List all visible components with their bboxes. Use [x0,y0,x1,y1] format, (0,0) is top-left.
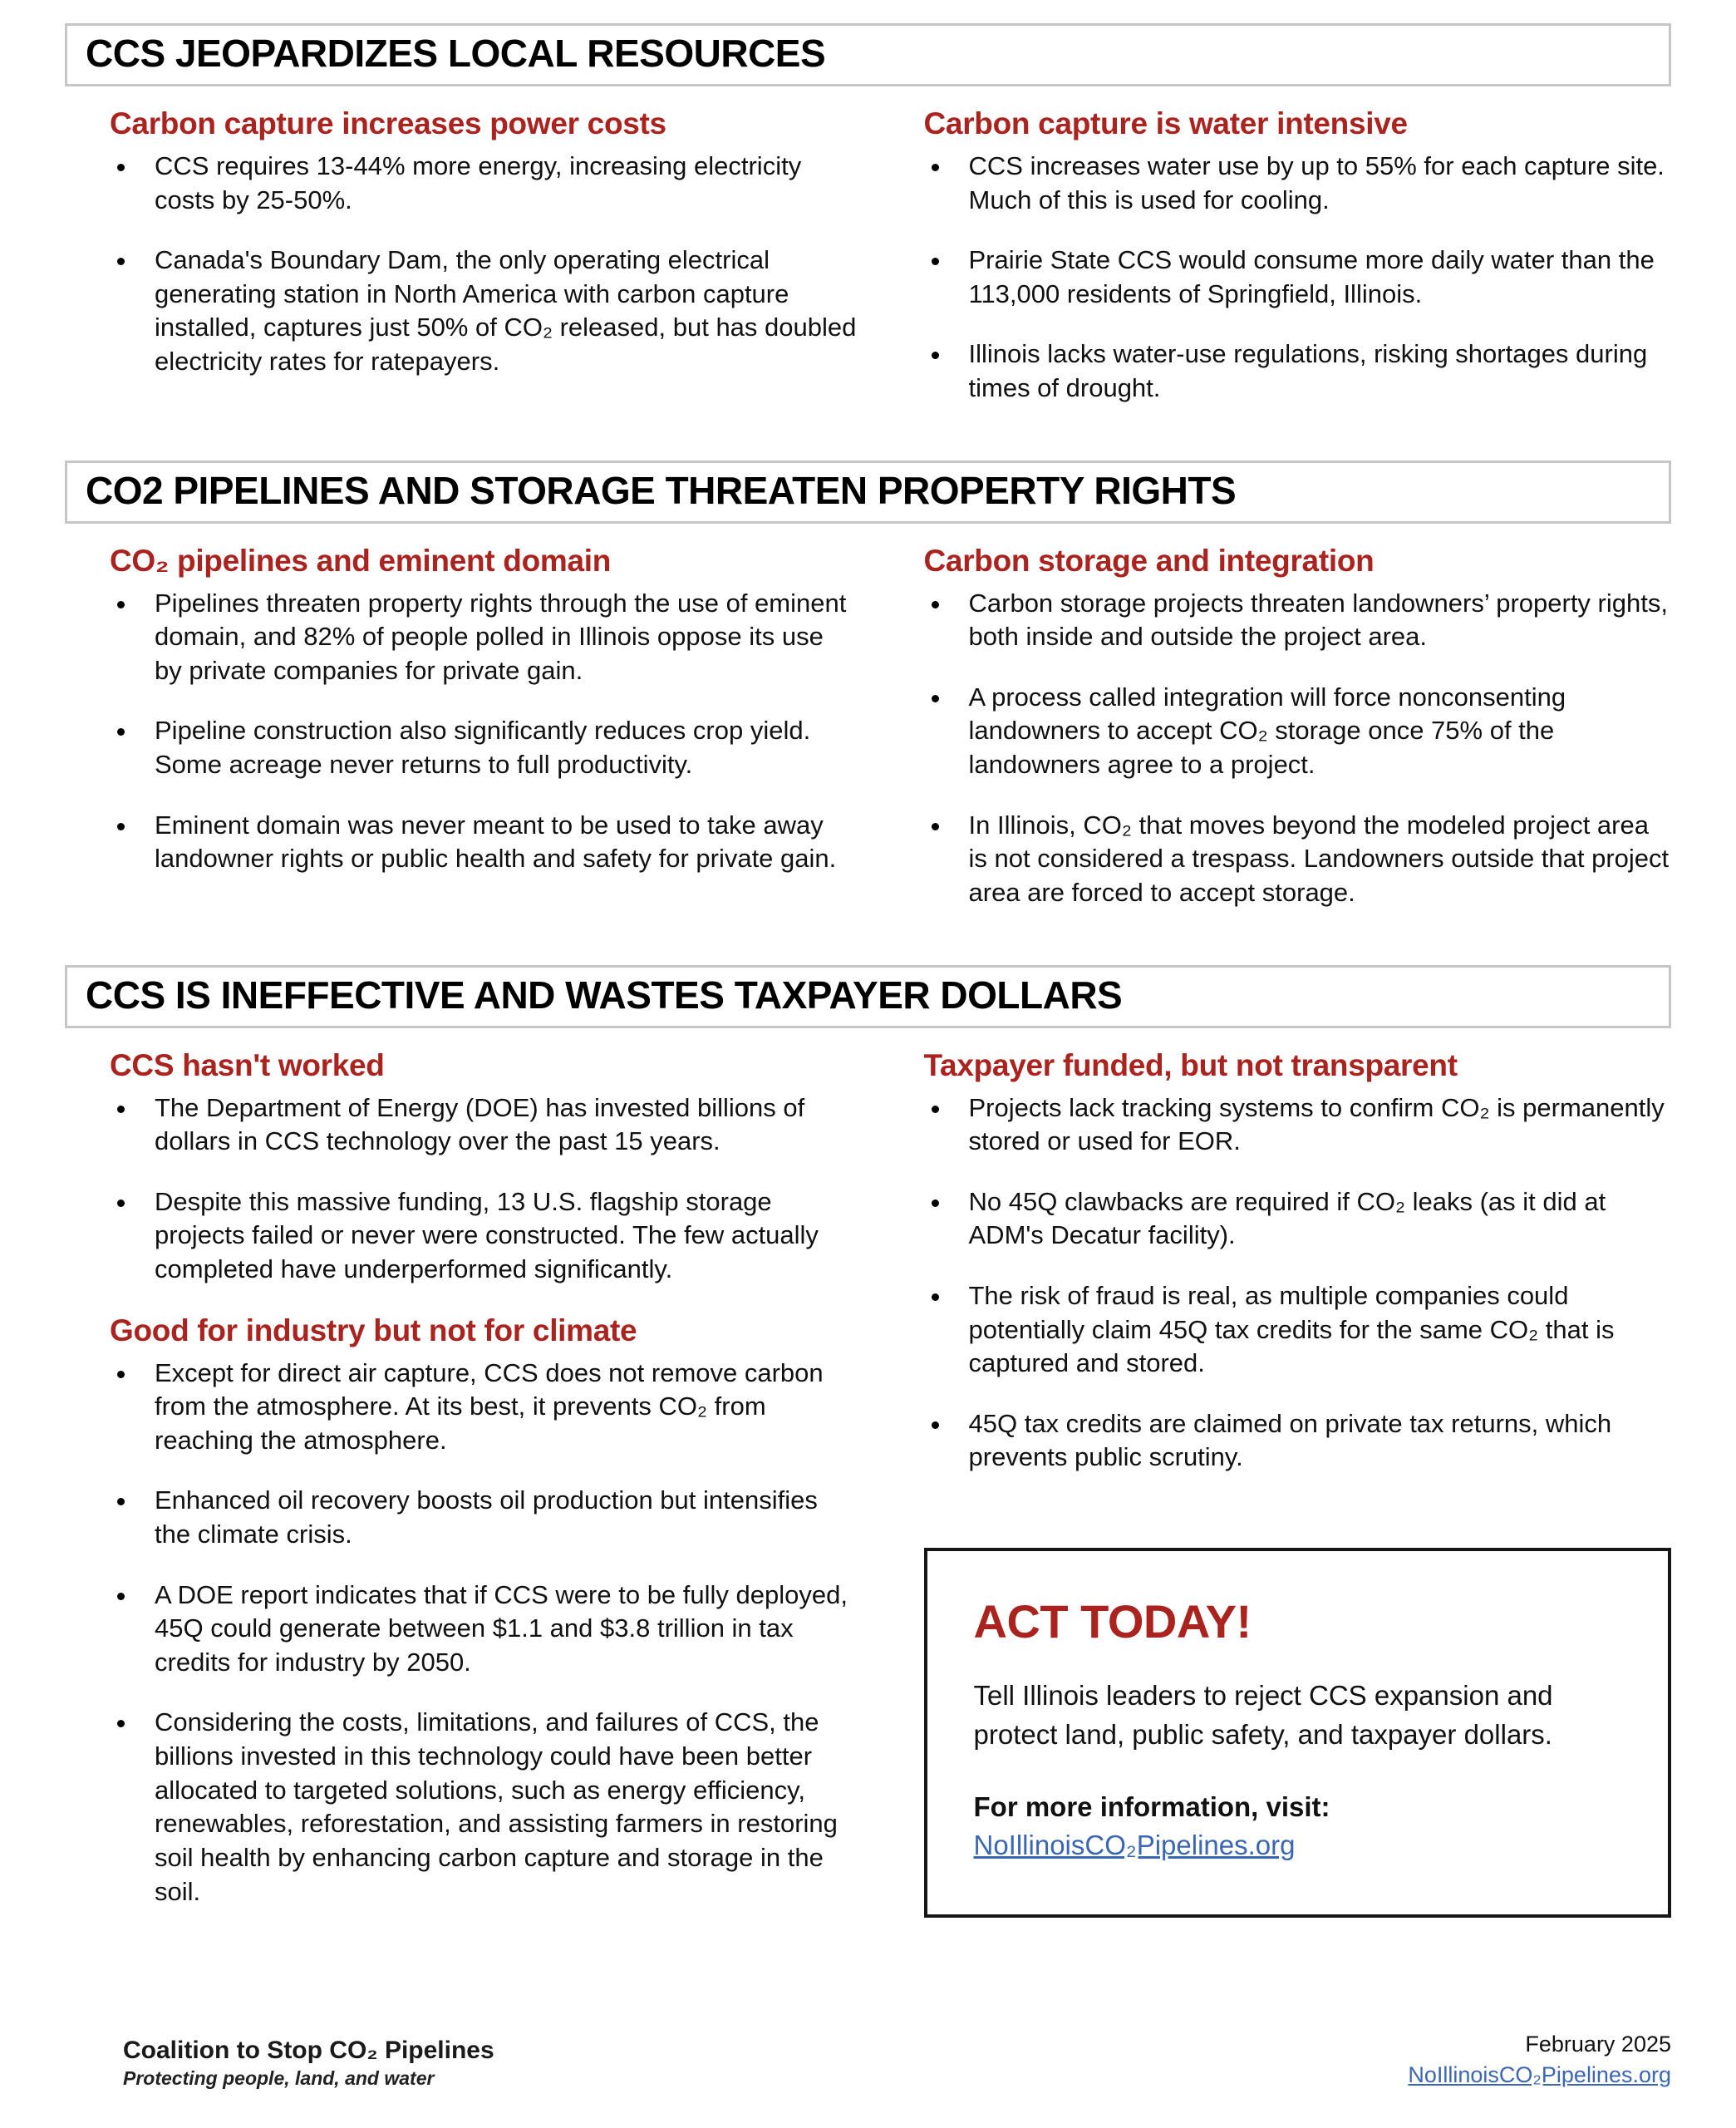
column-left [110,544,858,937]
bullet-item: • Projects lack tracking systems to confirm CO₂ is permanently stored or used for EOR. [952,1091,1672,1159]
topic-heading: Good for industry but not for climate [110,1313,637,1347]
column-right [924,1048,1672,1936]
more-info-label: For more information, visit: [973,1791,1330,1822]
bullet-item: • Canada's Boundary Dam, the only operating electrical generating station in North America with carbon capture installed, captures just 50% of CO₂ released, but has doubled electricity rates for ratepayers. [138,244,858,378]
org-tagline: Protecting people, land, and water [123,2067,435,2089]
no-illinois-co2-pipelines-link[interactable]: NoIllinoisCO₂Pipelines.org [973,1829,1296,1860]
bullet-list [924,150,1672,406]
section-taxpayer-dollars [65,965,1671,1936]
act-today-title: ACT TODAY! [973,1595,1252,1648]
bullet-item: • Pipelines threaten property rights through the use of eminent domain, and 82% of people polled in Illinois oppose its use by private companies for private gain. [138,587,858,688]
bullet-item: • CCS increases water use by up to 55% for each capture site. Much of this is used for cooling. [952,150,1672,217]
bullet-list [924,587,1672,910]
footer [65,2029,1671,2090]
bullet-item: • In Illinois, CO₂ that moves beyond the modeled project area is not considered a trespass. Landowners outside that project area are forced to accept storage. [952,809,1672,910]
section-title: CO2 PIPELINES AND STORAGE THREATEN PROPERTY RIGHTS [86,468,1237,512]
bullet-item: • A DOE report indicates that if CCS were to be fully deployed, 45Q could generate between $1.1 and $3.8 trillion in tax credits for industry by 2050. [138,1579,858,1680]
column-left [110,106,858,432]
bullet-item: • Prairie State CCS would consume more daily water than the 113,000 residents of Springfield, Illinois. [952,244,1672,311]
footer-meta-block [1408,2029,1671,2090]
bullet-list [110,587,858,876]
topic-heading: Carbon capture increases power costs [110,106,666,140]
topic-group [924,544,1672,910]
column-right [924,106,1672,432]
topic-group [110,1048,858,1287]
section-title: CCS IS INEFFECTIVE AND WASTES TAXPAYER DOLLARS [86,973,1123,1017]
topic-group [110,1313,858,1909]
bullet-item: • The Department of Energy (DOE) has invested billions of dollars in CCS technology over the past 15 years. [138,1091,858,1159]
section-columns [65,544,1671,937]
bullet-item: • The risk of fraud is real, as multiple companies could potentially claim 45Q tax credits for the same CO₂ that is captured and stored. [952,1279,1672,1381]
bullet-item: • Pipeline construction also significantly reduces crop yield. Some acreage never returns to full productivity. [138,714,858,781]
section-title: CCS JEOPARDIZES LOCAL RESOURCES [86,32,826,75]
topic-group [924,106,1672,406]
column-right [924,544,1672,937]
bullet-list [110,1091,858,1287]
bullet-item: • Eminent domain was never meant to be used to take away landowner rights or public health and safety for private gain. [138,809,858,876]
bullet-item: • Carbon storage projects threaten landowners’ property rights, both inside and outside the project area. [952,587,1672,654]
section-header [65,965,1671,1028]
bullet-list [924,1091,1672,1475]
bullet-item: • Enhanced oil recovery boosts oil production but intensifies the climate crisis. [138,1484,858,1551]
topic-heading: Carbon storage and integration [923,543,1375,578]
topic-heading: CO₂ pipelines and eminent domain [110,543,612,578]
section-header [65,461,1671,524]
bullet-item: • Despite this massive funding, 13 U.S. flagship storage projects failed or never were constructed. The few actually completed have underperformed significantly. [138,1185,858,1287]
footer-org-block [123,2037,494,2090]
bullet-item: • CCS requires 13-44% more energy, increasing electricity costs by 25-50%. [138,150,858,217]
bullet-item: • Except for direct air capture, CCS does not remove carbon from the atmosphere. At its best, it prevents CO₂ from reaching the atmosphere. [138,1357,858,1458]
act-today-box [924,1548,1672,1918]
topic-heading: Taxpayer funded, but not transparent [923,1047,1458,1082]
act-today-body: Tell Illinois leaders to reject CCS expansion and protect land, public safety, and taxpayer dollars. [973,1680,1553,1750]
section-columns [65,106,1671,432]
topic-heading: CCS hasn't worked [110,1047,385,1082]
org-name: Coalition to Stop CO₂ Pipelines [123,2037,494,2064]
bullet-item: • Considering the costs, limitations, and failures of CCS, the billions invested in this technology could have been better allocated to targeted solutions, such as energy efficiency, renewables, reforestation, and assisting farmers in restoring soil health by enhancing carbon capture and storage in the soil. [138,1706,858,1909]
footer-website-link[interactable]: NoIllinoisCO₂Pipelines.org [1408,2062,1671,2087]
topic-group [110,544,858,876]
section-property-rights [65,461,1671,937]
topic-group [110,106,858,379]
topic-group [924,1048,1672,1475]
bullet-list [110,150,858,379]
bullet-item: • 45Q tax credits are claimed on private tax returns, which prevents public scrutiny. [952,1407,1672,1475]
column-left [110,1048,858,1936]
topic-heading: Carbon capture is water intensive [923,106,1408,140]
bullet-item: • Illinois lacks water-use regulations, risking shortages during times of drought. [952,337,1672,405]
bullet-item: • No 45Q clawbacks are required if CO₂ leaks (as it did at ADM's Decatur facility). [952,1185,1672,1253]
footer-date: February 2025 [1525,2032,1671,2057]
section-header [65,23,1671,86]
section-local-resources [65,23,1671,432]
bullet-list [110,1357,858,1909]
bullet-item: • A process called integration will force nonconsenting landowners to accept CO₂ storage once 75% of the landowners agree to a project. [952,681,1672,782]
section-columns [65,1048,1671,1936]
